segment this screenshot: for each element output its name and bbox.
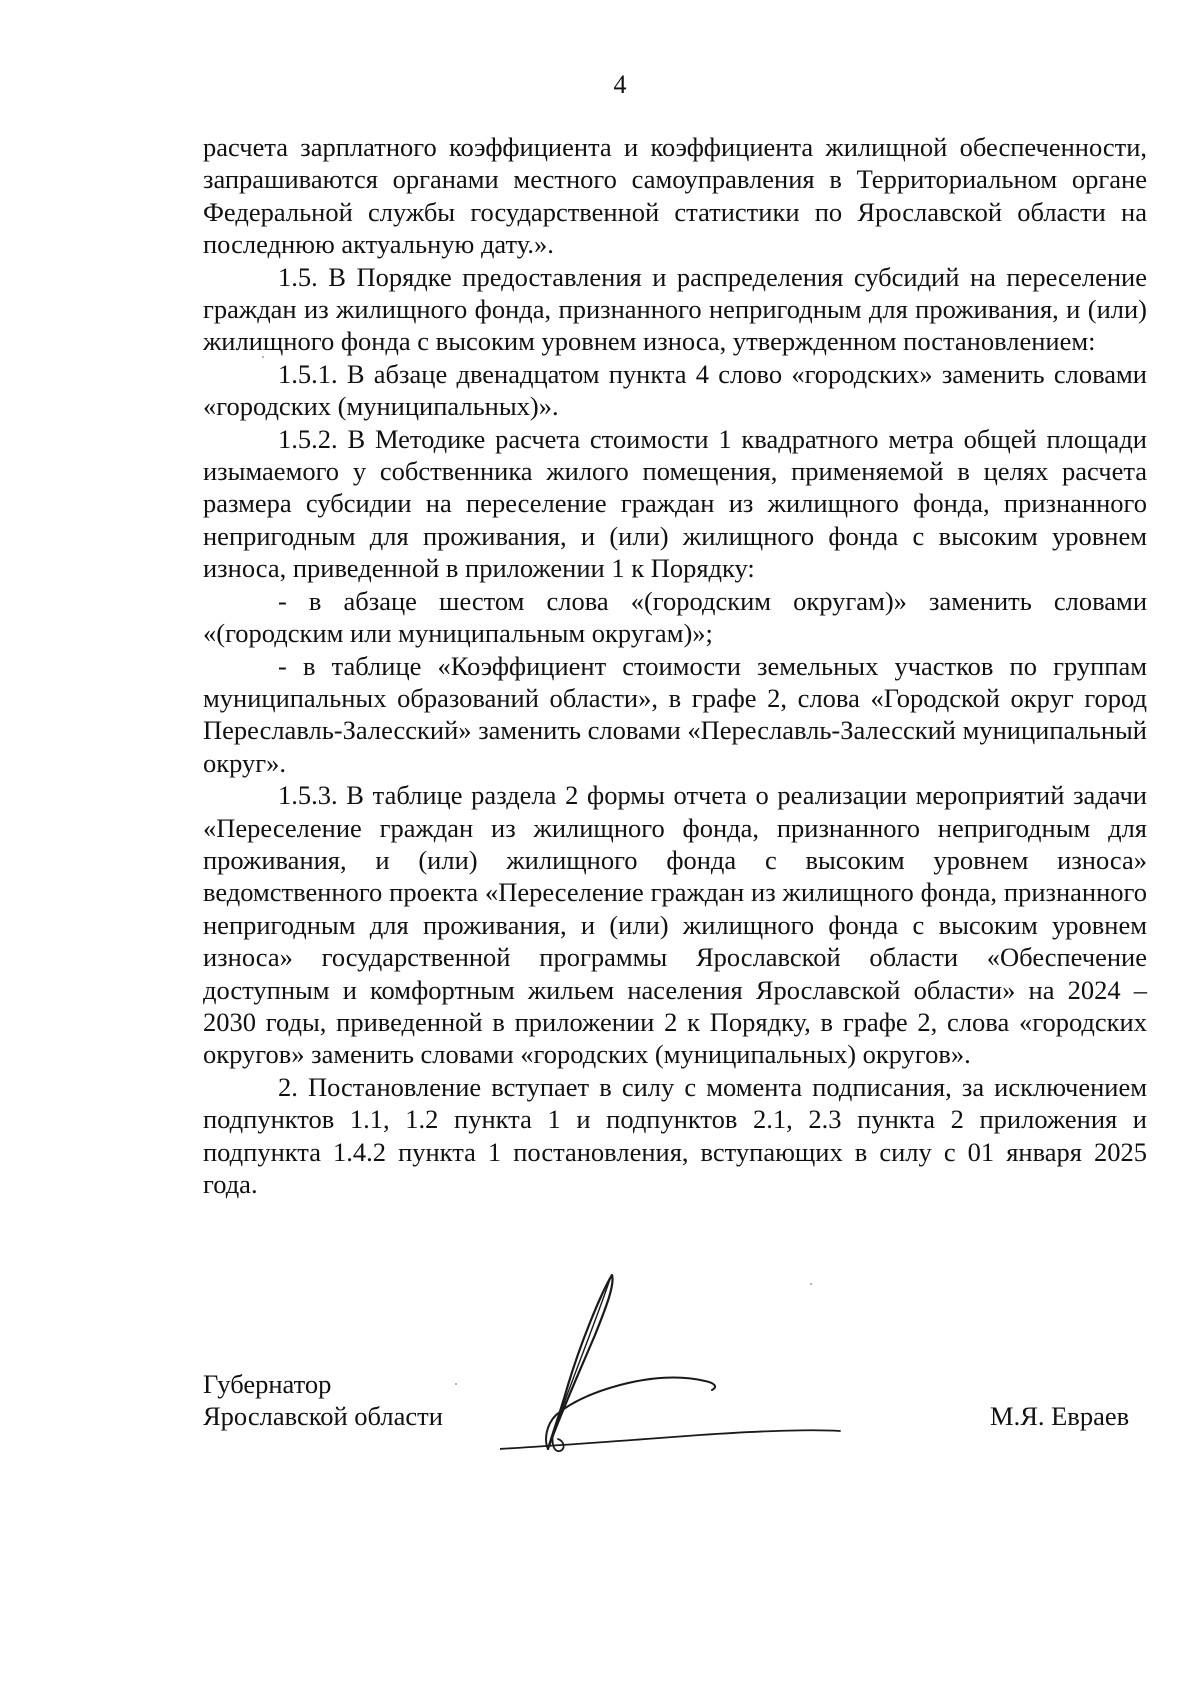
handwritten-signature	[500, 1265, 920, 1465]
paragraph-bullet-1: - в абзаце шестом слова «(городским округам)» заменить словами «(городским или муниципальным округам)»;	[203, 585, 1147, 649]
paragraph-bullet-2: - в таблице «Коэффициент стоимости земельных участков по группам муниципальных образований области», в графе 2, слова «Городской округ город Переславль-Залесский» заменить словами «Переславль-Залесский муниципальный округ».	[203, 650, 1147, 778]
paragraph-continuation: расчета зарплатного коэффициента и коэффициента жилищной обеспеченности, запрашиваются органами местного самоуправления в Территориальном органе Федеральной службы государственной статистики по Ярославской области на последнюю актуальную дату.».	[203, 132, 1147, 260]
paragraph-1-5-3: 1.5.3. В таблице раздела 2 формы отчета о реализации мероприятий задачи «Переселение граждан из жилищного фонда, признанного непригодным для проживания, и (или) жилищного фонда с высоким уровнем износа» ведомственного проекта «Переселение граждан из жилищного фонда, признанного непригодным для проживания, и (или) жилищного фонда с высоким уровнем износа» государственной программы Ярославской области «Обеспечение доступным и комфортным жильем населения Ярославской области» на 2024 – 2030 годы, приведенной в приложении 2 к Порядку, в графе 2, слова «городских округов» заменить словами «городских (муниципальных) округов».	[203, 780, 1147, 1070]
document-body	[203, 131, 1147, 1200]
scan-speck	[455, 1383, 457, 1385]
page-number: 4	[613, 70, 627, 99]
scan-speck	[262, 356, 264, 358]
signatory-name: М.Я. Евраев	[990, 1401, 1130, 1431]
signatory-position-line1: Губернатор	[203, 1369, 332, 1399]
paragraph-2: 2. Постановление вступает в силу с момента подписания, за исключением подпунктов 1.1, 1.2 пункта 1 и подпунктов 2.1, 2.3 пункта 2 приложения и подпункта 1.4.2 пункта 1 постановления, вступающих в силу с 01 января 2025 года.	[203, 1071, 1147, 1199]
paragraph-1-5-1: 1.5.1. В абзаце двенадцатом пункта 4 слово «городских» заменить словами «городских (муниципальных)».	[203, 358, 1147, 422]
paragraph-1-5: 1.5. В Порядке предоставления и распределения субсидий на переселение граждан из жилищного фонда, признанного непригодным для проживания, и (или) жилищного фонда с высоким уровнем износа, утвержденном постановлением:	[203, 261, 1147, 357]
signatory-position	[203, 1368, 443, 1433]
paragraph-1-5-2: 1.5.2. В Методике расчета стоимости 1 квадратного метра общей площади изымаемого у собственника жилого помещения, применяемой в целях расчета размера субсидии на переселение граждан из жилищного фонда, признанного непригодным для проживания, и (или) жилищного фонда с высоким уровнем износа, приведенной в приложении 1 к Порядку:	[203, 423, 1147, 584]
scan-speck	[810, 1283, 812, 1285]
signatory-position-line2: Ярославской области	[203, 1401, 443, 1432]
